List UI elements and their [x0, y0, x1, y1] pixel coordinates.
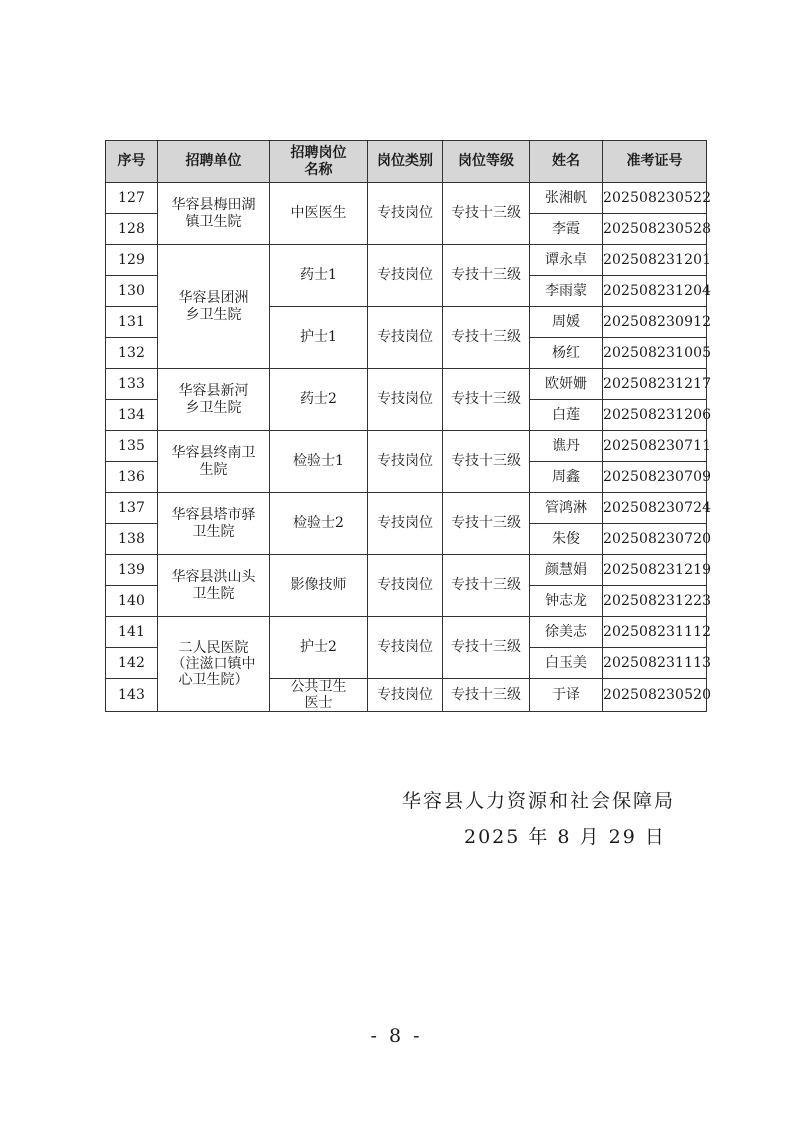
- row-index: 137: [106, 493, 158, 524]
- table-header-row: [106, 141, 707, 183]
- candidate-name: 周鑫: [530, 462, 603, 493]
- exam-ticket-number: 202508231201: [603, 245, 707, 276]
- candidate-name: 谭永卓: [530, 245, 603, 276]
- recruiting-unit: 二人民医院（注滋口镇中心卫生院）: [158, 617, 270, 712]
- col-header-unit: 招聘单位: [158, 141, 270, 183]
- exam-ticket-number: 202508231005: [603, 338, 707, 369]
- post-grade: 专技十三级: [443, 679, 530, 712]
- post-category: 专技岗位: [368, 493, 443, 555]
- candidate-name: 谯丹: [530, 431, 603, 462]
- candidate-name: 白莲: [530, 400, 603, 431]
- issuing-authority: 华容县人力资源和社会保障局: [402, 790, 676, 812]
- post-name: 公共卫生医士: [270, 679, 368, 712]
- candidate-name: 朱俊: [530, 524, 603, 555]
- candidate-name: 颜慧娟: [530, 555, 603, 586]
- col-header-index: 序号: [106, 141, 158, 183]
- candidate-name: 周媛: [530, 307, 603, 338]
- post-name: 检验士2: [270, 493, 368, 555]
- post-name: 护士2: [270, 617, 368, 679]
- post-grade: 专技十三级: [443, 431, 530, 493]
- col-header-grade: 岗位等级: [443, 141, 530, 183]
- row-index: 129: [106, 245, 158, 276]
- post-grade: 专技十三级: [443, 369, 530, 431]
- row-index: 128: [106, 214, 158, 245]
- post-grade: 专技十三级: [443, 245, 530, 307]
- exam-ticket-number: 202508231217: [603, 369, 707, 400]
- post-name: 护士1: [270, 307, 368, 369]
- candidate-name: 张湘帆: [530, 183, 603, 214]
- row-index: 143: [106, 679, 158, 712]
- table-row: [106, 369, 707, 400]
- candidate-name: 徐美志: [530, 617, 603, 648]
- post-grade: 专技十三级: [443, 183, 530, 245]
- candidate-name: 欧妍姗: [530, 369, 603, 400]
- row-index: 134: [106, 400, 158, 431]
- recruiting-unit: 华容县洪山头卫生院: [158, 555, 270, 617]
- exam-ticket-number: 202508230724: [603, 493, 707, 524]
- recruiting-unit: 华容县新河乡卫生院: [158, 369, 270, 431]
- post-name: 影像技师: [270, 555, 368, 617]
- table-row: [106, 555, 707, 586]
- exam-ticket-number: 202508230520: [603, 679, 707, 712]
- row-index: 138: [106, 524, 158, 555]
- exam-ticket-number: 202508231223: [603, 586, 707, 617]
- candidate-name: 管鸿淋: [530, 493, 603, 524]
- post-grade: 专技十三级: [443, 493, 530, 555]
- row-index: 140: [106, 586, 158, 617]
- table-row: [106, 245, 707, 276]
- exam-ticket-number: 202508231206: [603, 400, 707, 431]
- post-category: 专技岗位: [368, 307, 443, 369]
- table-row: [106, 617, 707, 648]
- exam-ticket-number: 202508231204: [603, 276, 707, 307]
- post-name: 药士2: [270, 369, 368, 431]
- candidate-name: 于译: [530, 679, 603, 712]
- row-index: 127: [106, 183, 158, 214]
- post-name: 中医医生: [270, 183, 368, 245]
- exam-ticket-number: 202508230528: [603, 214, 707, 245]
- post-category: 专技岗位: [368, 617, 443, 679]
- row-index: 130: [106, 276, 158, 307]
- post-category: 专技岗位: [368, 245, 443, 307]
- post-category: 专技岗位: [368, 679, 443, 712]
- table-row: [106, 493, 707, 524]
- row-index: 133: [106, 369, 158, 400]
- candidate-name: 钟志龙: [530, 586, 603, 617]
- row-index: 141: [106, 617, 158, 648]
- candidate-name: 白玉美: [530, 648, 603, 679]
- exam-ticket-number: 202508231113: [603, 648, 707, 679]
- recruiting-unit: 华容县终南卫生院: [158, 431, 270, 493]
- results-table: [105, 140, 712, 712]
- post-grade: 专技十三级: [443, 555, 530, 617]
- post-category: 专技岗位: [368, 369, 443, 431]
- row-index: 139: [106, 555, 158, 586]
- post-category: 专技岗位: [368, 183, 443, 245]
- table-row: [106, 431, 707, 462]
- row-index: 135: [106, 431, 158, 462]
- col-header-ticket: 准考证号: [603, 141, 707, 183]
- row-index: 132: [106, 338, 158, 369]
- col-header-category: 岗位类别: [368, 141, 443, 183]
- exam-ticket-number: 202508230709: [603, 462, 707, 493]
- candidate-name: 李雨蒙: [530, 276, 603, 307]
- row-index: 142: [106, 648, 158, 679]
- exam-ticket-number: 202508231219: [603, 555, 707, 586]
- exam-ticket-number: 202508230912: [603, 307, 707, 338]
- row-index: 131: [106, 307, 158, 338]
- exam-ticket-number: 202508230720: [603, 524, 707, 555]
- post-name: 药士1: [270, 245, 368, 307]
- post-grade: 专技十三级: [443, 617, 530, 679]
- exam-ticket-number: 202508231112: [603, 617, 707, 648]
- post-grade: 专技十三级: [443, 307, 530, 369]
- post-category: 专技岗位: [368, 555, 443, 617]
- post-name: 检验士1: [270, 431, 368, 493]
- post-category: 专技岗位: [368, 431, 443, 493]
- col-header-post: 招聘岗位名称: [270, 141, 368, 183]
- candidate-name: 李霞: [530, 214, 603, 245]
- table-row: [106, 183, 707, 214]
- recruiting-unit: 华容县塔市驿卫生院: [158, 493, 270, 555]
- candidate-name: 杨红: [530, 338, 603, 369]
- recruiting-unit: 华容县梅田湖镇卫生院: [158, 183, 270, 245]
- recruiting-unit: 华容县团洲乡卫生院: [158, 245, 270, 369]
- col-header-name: 姓名: [530, 141, 603, 183]
- exam-ticket-number: 202508230711: [603, 431, 707, 462]
- exam-ticket-number: 202508230522: [603, 183, 707, 214]
- issue-date: 2025 年 8 月 29 日: [464, 826, 666, 848]
- page-number: - 8 -: [370, 1025, 423, 1047]
- row-index: 136: [106, 462, 158, 493]
